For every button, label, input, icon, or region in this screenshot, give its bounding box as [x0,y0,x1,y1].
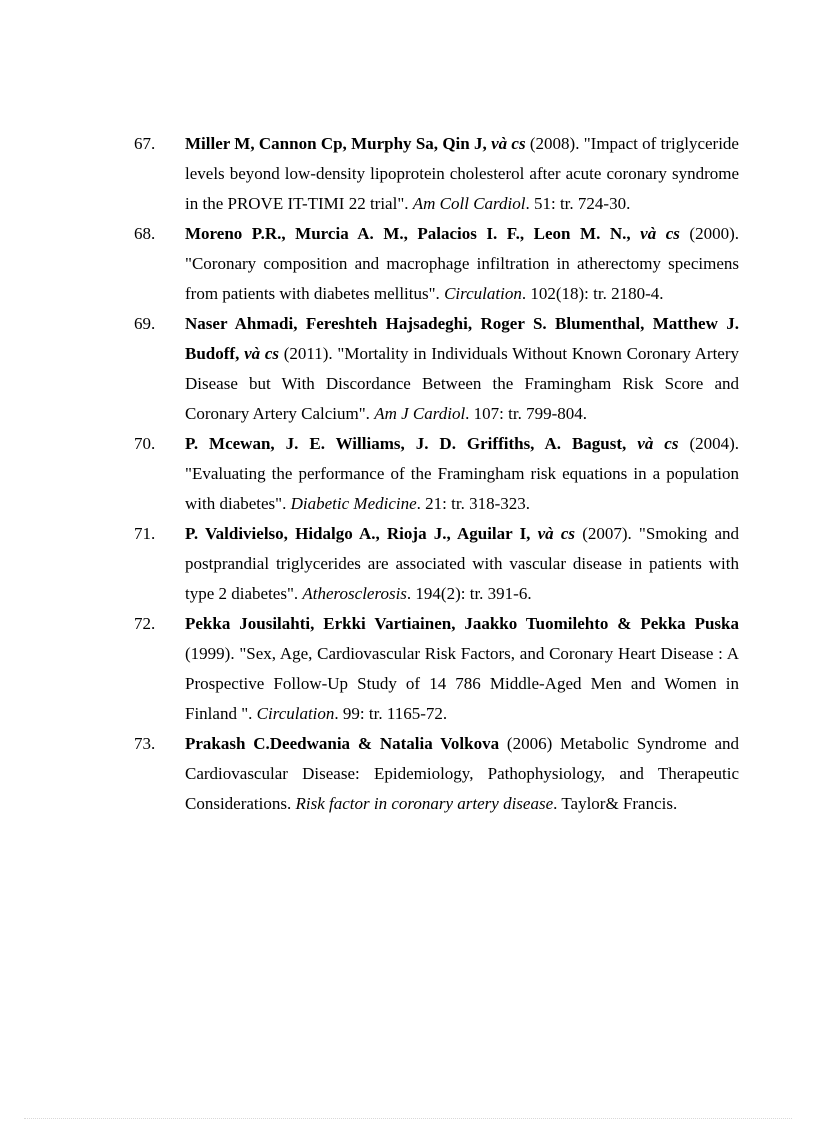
reference-number: 71. [134,524,156,543]
reference-journal: Diabetic Medicine [290,494,417,513]
reference-journal: Am J Cardiol [374,404,466,423]
reference-number: 67. [134,134,156,153]
reference-item [134,219,739,309]
reference-et-al: và cs [537,524,576,543]
reference-text [185,609,739,729]
reference-text [185,729,739,819]
reference-item [134,729,739,819]
reference-number: 73. [134,734,156,753]
reference-title: (2011). "Mortality in Individuals Without Known Coronary Artery Disease but With Discordance Between the Framingham Risk Score and Coronary Artery Calcium". [185,344,740,423]
reference-item [134,429,739,519]
reference-journal: Atherosclerosis [302,584,407,603]
reference-citation: . 51: tr. 724-30. [525,194,631,213]
reference-authors: P. Mcewan, J. E. Williams, J. D. Griffiths, A. Bagust, [185,434,627,453]
reference-citation: . 102(18): tr. 2180-4. [521,284,664,303]
reference-title: (2007). "Smoking and postprandial triglycerides are associated with vascular disease in patients with type 2 diabetes". [185,524,739,603]
reference-number: 68. [134,224,156,243]
reference-authors: Moreno P.R., Murcia A. M., Palacios I. F., Leon M. N., [185,224,631,243]
reference-number: 69. [134,314,156,333]
reference-text [185,219,739,309]
reference-journal: Circulation [444,284,522,303]
reference-title: (2000). "Coronary composition and macrophage infiltration in atherectomy specimens from patients with diabetes mellitus". [185,224,739,303]
reference-title: (2006) Metabolic Syndrome and Cardiovascular Disease: Epidemiology, Pathophysiology, and Therapeutic Considerations. [185,734,739,813]
reference-authors: Prakash C.Deedwania & Natalia Volkova [185,734,500,753]
reference-citation: . Taylor& Francis. [553,794,678,813]
reference-journal: Am Coll Cardiol [412,194,526,213]
reference-authors: Miller M, Cannon Cp, Murphy Sa, Qin J, [185,134,487,153]
reference-et-al: và cs [244,344,279,363]
reference-item [134,609,739,729]
reference-text [185,309,739,429]
reference-citation: . 107: tr. 799-804. [465,404,588,423]
page-bottom-border [24,1118,792,1119]
reference-citation: . 21: tr. 318-323. [416,494,530,513]
reference-et-al: và cs [637,434,679,453]
reference-title: (2004). "Evaluating the performance of the Framingham risk equations in a population with diabetes". [185,434,740,513]
reference-title: (1999). "Sex, Age, Cardiovascular Risk Factors, and Coronary Heart Disease : A Prospective Follow-Up Study of 14 786 Middle-Aged Men and Women in Finland ". [185,644,739,723]
reference-citation: . 99: tr. 1165-72. [334,704,448,723]
reference-et-al: và cs [640,224,680,243]
reference-item [134,309,739,429]
reference-title: (2008). "Impact of triglyceride levels beyond low-density lipoprotein cholesterol after acute coronary syndrome in the PROVE IT-TIMI 22 trial". [185,134,739,213]
reference-item [134,129,739,219]
reference-item [134,519,739,609]
reference-citation: . 194(2): tr. 391-6. [406,584,532,603]
reference-journal: Circulation [256,704,335,723]
reference-number: 70. [134,434,156,453]
reference-authors: P. Valdivielso, Hidalgo A., Rioja J., Aguilar I, [185,524,531,543]
reference-number: 72. [134,614,156,633]
reference-list [134,129,739,819]
reference-text [185,129,739,219]
reference-journal: Risk factor in coronary artery disease [295,794,554,813]
reference-et-al: và cs [491,134,526,153]
reference-text [185,429,739,519]
reference-authors: Naser Ahmadi, Fereshteh Hajsadeghi, Roger S. Blumenthal, Matthew J. Budoff, [185,314,739,363]
reference-authors: Pekka Jousilahti, Erkki Vartiainen, Jaakko Tuomilehto & Pekka Puska [185,614,739,633]
reference-text [185,519,739,609]
